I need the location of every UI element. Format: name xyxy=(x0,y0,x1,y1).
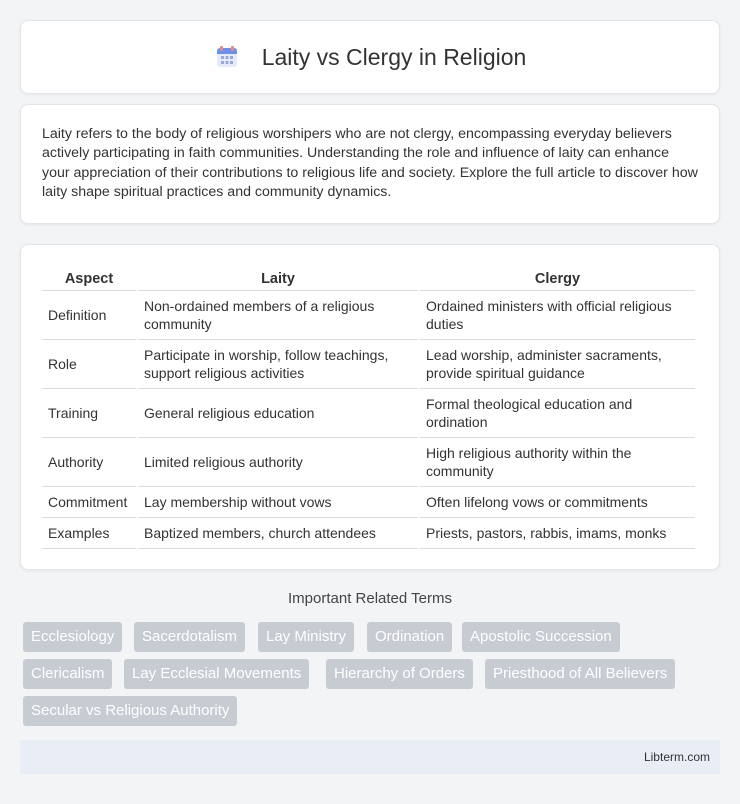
footer-site-link[interactable]: Libterm.com xyxy=(643,750,710,764)
table-row xyxy=(42,291,695,340)
tag-clericalism[interactable]: Clericalism xyxy=(23,659,112,689)
column-header: Aspect xyxy=(42,267,136,291)
page-title: Laity vs Clergy in Religion xyxy=(261,43,527,70)
table-cell: Lead worship, administer sacraments, provide spiritual guidance xyxy=(420,340,695,389)
table-cell: General religious education xyxy=(138,389,418,438)
table-cell: Role xyxy=(42,340,136,389)
table-cell: Participate in worship, follow teachings, support religious activities xyxy=(138,340,418,389)
tag-ordination[interactable]: Ordination xyxy=(367,622,452,652)
table-row xyxy=(42,340,695,389)
calendar-icon xyxy=(214,44,240,70)
column-header: Laity xyxy=(138,267,418,291)
table-cell: Ordained ministers with official religious duties xyxy=(420,291,695,340)
table-cell: Authority xyxy=(42,438,136,487)
table-cell: Definition xyxy=(42,291,136,340)
tag-lay-ministry[interactable]: Lay Ministry xyxy=(258,622,354,652)
table-row xyxy=(42,487,695,518)
related-terms-title: Important Related Terms xyxy=(288,590,452,607)
table-cell: Formal theological education and ordination xyxy=(420,389,695,438)
table-cell: Priests, pastors, rabbis, imams, monks xyxy=(420,518,695,549)
table-cell: Commitment xyxy=(42,487,136,518)
tag-sacerdotalism[interactable]: Sacerdotalism xyxy=(134,622,245,652)
tag-ecclesiology[interactable]: Ecclesiology xyxy=(23,622,122,652)
comparison-table-card xyxy=(20,244,720,570)
comparison-table xyxy=(40,267,697,549)
intro-text: Laity refers to the body of religious worshipers who are not clergy, encompassing everyday believers actively participating in faith communities. Understanding the role and influence of laity can enhance your appreciation of their contributions to religious life and society. Explore the full article to discover how laity shape spiritual practices and community dynamics. xyxy=(42,126,698,201)
table-cell: Baptized members, church attendees xyxy=(138,518,418,549)
table-cell: Lay membership without vows xyxy=(138,487,418,518)
tag-lay-ecclesial-movements[interactable]: Lay Ecclesial Movements xyxy=(124,659,309,689)
table-row xyxy=(42,389,695,438)
tag-hierarchy-of-orders[interactable]: Hierarchy of Orders xyxy=(326,659,473,689)
table-cell: Examples xyxy=(42,518,136,549)
column-header: Clergy xyxy=(420,267,695,291)
table-row xyxy=(42,518,695,549)
table-row xyxy=(42,438,695,487)
table-cell: Often lifelong vows or commitments xyxy=(420,487,695,518)
tag-secular-vs-religious-authority[interactable]: Secular vs Religious Authority xyxy=(23,696,237,726)
intro-card xyxy=(20,104,720,224)
footer xyxy=(20,740,720,774)
table-cell: High religious authority within the community xyxy=(420,438,695,487)
table-cell: Training xyxy=(42,389,136,438)
tag-priesthood-of-all-believers[interactable]: Priesthood of All Believers xyxy=(485,659,675,689)
table-cell: Non-ordained members of a religious community xyxy=(138,291,418,340)
table-cell: Limited religious authority xyxy=(138,438,418,487)
tag-apostolic-succession[interactable]: Apostolic Succession xyxy=(462,622,620,652)
header-card xyxy=(20,20,720,94)
